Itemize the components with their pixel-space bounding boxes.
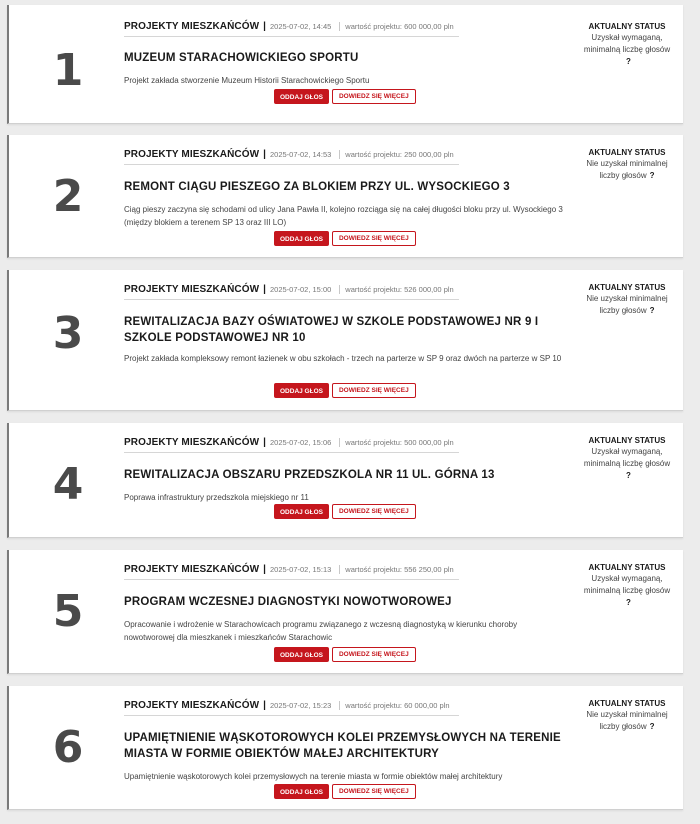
project-status [577,435,677,482]
status-value: Uzyskał wymaganą, minimalną liczbę głosów [583,447,671,468]
project-value: wartość projektu: 500 000,00 pln [345,438,454,447]
project-meta [124,700,459,716]
category-label: PROJEKTY MIESZKAŃCÓW [124,149,260,160]
category-label: PROJEKTY MIESZKAŃCÓW [124,564,260,575]
vote-button[interactable]: ODDAJ GŁOS [274,784,329,799]
meta-separator: | [263,564,266,575]
project-date: 2025-07-02, 14:53 [269,150,332,159]
help-icon[interactable]: ? [649,171,655,180]
learn-more-button[interactable]: DOWIEDZ SIĘ WIĘCEJ [332,647,416,662]
status-value: Nie uzyskał minimalnej liczby głosów [586,710,668,731]
project-card [7,270,683,411]
meta-separator: | [263,284,266,295]
project-card [7,550,683,674]
project-title: REWITALIZACJA BAZY OŚWIATOWEJ W SZKOLE PODSTAWOWEJ NR 9 I SZKOLE PODSTAWOWEJ NR 10 [124,316,539,344]
category-label: PROJEKTY MIESZKAŃCÓW [124,700,260,711]
meta-divider [339,22,340,31]
status-value: Uzyskał wymaganą, minimalną liczbę głosów [583,33,671,54]
vote-button[interactable]: ODDAJ GŁOS [274,504,329,519]
learn-more-button[interactable]: DOWIEDZ SIĘ WIĘCEJ [332,231,416,246]
meta-divider [339,150,340,159]
project-meta [124,564,459,580]
project-number: 1 [52,45,84,96]
status-value: Nie uzyskał minimalnej liczby głosów [586,159,668,180]
project-actions [274,784,416,799]
project-value: wartość projektu: 600 000,00 pln [345,22,454,31]
status-value: Nie uzyskał minimalnej liczby głosów [586,294,668,315]
project-status [577,698,677,733]
status-header: AKTUALNY STATUS [588,563,666,572]
meta-separator: | [263,21,266,32]
project-description: Projekt zakłada stworzenie Muzeum Historii Starachowickiego Sportu [124,76,370,85]
project-card [7,686,683,810]
meta-separator: | [263,149,266,160]
help-icon[interactable]: ? [626,598,631,607]
project-date: 2025-07-02, 15:00 [269,285,332,294]
project-actions [274,383,416,398]
project-number: 3 [52,308,84,359]
project-description: Ciąg pieszy zaczyna się schodami od ulicy Jana Pawła II, kolejno rozciąga się na całej długości bloku przy ul. Wysockiego 3 (między blokiem a terenem SP 13 oraz III LO) [124,205,563,227]
learn-more-button[interactable]: DOWIEDZ SIĘ WIĘCEJ [332,89,416,104]
project-actions [274,504,416,519]
status-header: AKTUALNY STATUS [588,148,666,157]
vote-button[interactable]: ODDAJ GŁOS [274,383,329,398]
learn-more-button[interactable]: DOWIEDZ SIĘ WIĘCEJ [332,383,416,398]
project-card [7,423,683,538]
project-status [577,282,677,317]
meta-divider [339,565,340,574]
help-icon[interactable]: ? [649,722,655,731]
meta-divider [339,438,340,447]
project-card [7,135,683,258]
project-meta [124,284,459,300]
project-content [124,564,574,644]
category-label: PROJEKTY MIESZKAŃCÓW [124,21,260,32]
status-text [577,32,677,56]
project-actions [274,89,416,104]
status-text [577,446,677,470]
meta-separator: | [263,437,266,448]
project-status [577,147,677,182]
meta-separator: | [263,700,266,711]
project-content [124,149,574,229]
project-actions [274,231,416,246]
project-title: REMONT CIĄGU PIESZEGO ZA BLOKIEM PRZY UL. WYSOCKIEGO 3 [124,181,510,193]
help-icon[interactable]: ? [626,57,631,66]
project-number: 6 [52,722,84,773]
project-content [124,284,574,365]
status-header: AKTUALNY STATUS [588,436,666,445]
status-header: AKTUALNY STATUS [588,699,666,708]
project-description: Upamiętnienie wąskotorowych kolei przemysłowych na terenie miasta w formie obiektów małej architektury [124,772,503,781]
vote-button[interactable]: ODDAJ GŁOS [274,647,329,662]
project-value: wartość projektu: 556 250,00 pln [345,565,454,574]
status-text [577,573,677,597]
project-card [7,5,683,124]
status-header: AKTUALNY STATUS [588,22,666,31]
status-text [577,158,677,182]
project-number: 4 [52,459,84,510]
project-description: Opracowanie i wdrożenie w Starachowicach programu związanego z wczesną diagnostyką w kierunku choroby nowotworowej dla mieszkanek i mieszkańców Starachowic [124,620,518,642]
project-status [577,21,677,68]
project-actions [274,647,416,662]
status-header: AKTUALNY STATUS [588,283,666,292]
status-value: Uzyskał wymaganą, minimalną liczbę głosów [583,574,671,595]
meta-divider [339,285,340,294]
project-number: 2 [52,171,84,222]
project-number: 5 [52,586,84,637]
project-description: Poprawa infrastruktury przedszkola miejskiego nr 11 [124,493,309,502]
project-meta [124,21,459,37]
learn-more-button[interactable]: DOWIEDZ SIĘ WIĘCEJ [332,504,416,519]
project-description: Projekt zakłada kompleksowy remont łazienek w obu szkołach - trzech na parterze w SP 9 oraz dwóch na parterze w SP 10 [124,354,562,363]
vote-button[interactable]: ODDAJ GŁOS [274,89,329,104]
project-value: wartość projektu: 526 000,00 pln [345,285,454,294]
project-date: 2025-07-02, 14:45 [269,22,332,31]
meta-divider [339,701,340,710]
project-date: 2025-07-02, 15:06 [269,438,332,447]
project-meta [124,149,459,165]
project-value: wartość projektu: 250 000,00 pln [345,150,454,159]
project-content [124,21,574,87]
help-icon[interactable]: ? [626,471,631,480]
project-meta [124,437,459,453]
category-label: PROJEKTY MIESZKAŃCÓW [124,284,260,295]
vote-button[interactable]: ODDAJ GŁOS [274,231,329,246]
project-status [577,562,677,609]
help-icon[interactable]: ? [649,306,655,315]
project-title: REWITALIZACJA OBSZARU PRZEDSZKOLA NR 11 UL. GÓRNA 13 [124,469,495,481]
project-title: UPAMIĘTNIENIE WĄSKOTOROWYCH KOLEI PRZEMYSŁOWYCH NA TERENIE MIASTA W FORMIE OBIEKTÓW MAŁEJ ARCHITEKTURY [124,732,561,760]
project-title: MUZEUM STARACHOWICKIEGO SPORTU [124,52,359,64]
status-text [577,293,677,317]
project-date: 2025-07-02, 15:13 [269,565,332,574]
category-label: PROJEKTY MIESZKAŃCÓW [124,437,260,448]
status-text [577,709,677,733]
project-content [124,700,574,783]
project-value: wartość projektu: 60 000,00 pln [345,701,450,710]
project-date: 2025-07-02, 15:23 [269,701,332,710]
project-content [124,437,574,504]
project-title: PROGRAM WCZESNEJ DIAGNOSTYKI NOWOTWOROWEJ [124,596,452,608]
learn-more-button[interactable]: DOWIEDZ SIĘ WIĘCEJ [332,784,416,799]
